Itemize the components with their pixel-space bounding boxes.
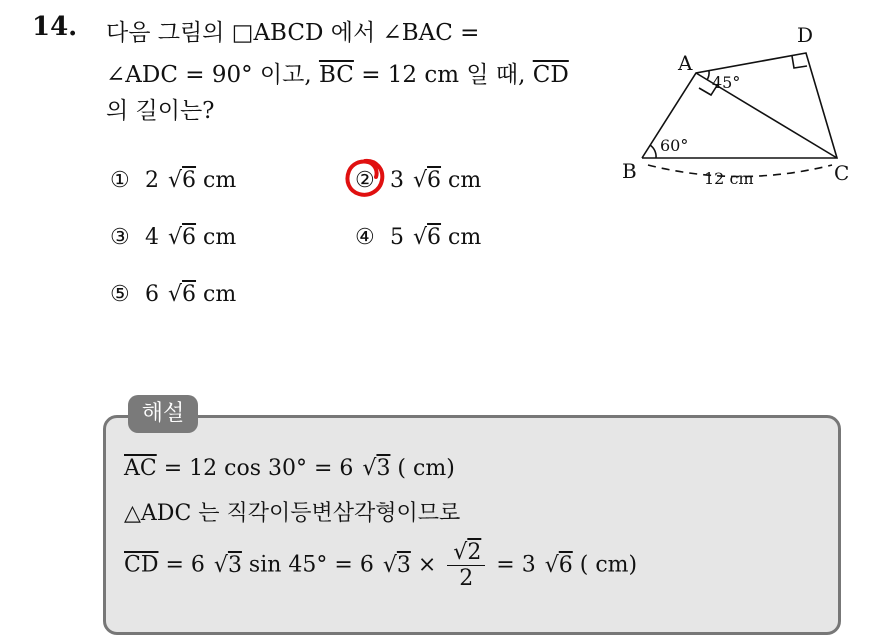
question-number: 14. <box>32 12 78 42</box>
angle-a-label: 45° <box>712 73 741 92</box>
radicand: 2 <box>467 540 482 565</box>
segment-bc: $\overline{BC}$ <box>318 62 354 88</box>
solution-line3 <box>124 540 637 591</box>
sqrt-symbol <box>166 282 196 307</box>
angle-a-arc <box>707 71 709 80</box>
choice-4[interactable] <box>355 225 481 250</box>
fraction-numerator <box>447 540 485 566</box>
radicand: 6 <box>558 552 573 578</box>
choice-radicand: 6 <box>427 168 442 193</box>
segment-cd: $\overline{CD}$ <box>532 62 569 88</box>
choice-radicand: 6 <box>182 282 197 307</box>
question-text-line1: 다음 그림의 □ABCD 에서 ∠BAC = <box>106 20 480 46</box>
quadrilateral-diagram <box>612 18 862 193</box>
label-b: B <box>622 159 637 183</box>
choice-unit: cm <box>203 282 237 307</box>
question-text-part: ∠ADC = 90° 이고, <box>106 62 319 88</box>
sqrt-symbol <box>360 456 390 481</box>
choice-radicand: 6 <box>182 168 197 193</box>
choice-coef: 6 <box>145 282 159 307</box>
choice-5[interactable] <box>110 282 236 307</box>
sqrt-symbol <box>166 225 196 250</box>
choice-unit: cm <box>448 168 482 193</box>
choice-1[interactable] <box>110 168 236 193</box>
angle-b-arc <box>650 145 656 158</box>
solution-line2: △ADC 는 직각이등변삼각형이므로 <box>124 501 461 526</box>
radicand: 3 <box>396 552 411 578</box>
choice-mark: ② <box>355 168 375 193</box>
solution-text: = 3 <box>489 552 543 578</box>
sqrt-symbol <box>381 553 411 578</box>
choice-mark: ③ <box>110 225 130 250</box>
label-c: C <box>834 161 850 185</box>
angle-b-label: 60° <box>660 136 689 155</box>
choice-unit: cm <box>203 168 237 193</box>
answer-circle-mark <box>342 155 388 201</box>
sqrt-symbol <box>543 553 573 578</box>
choice-unit: cm <box>203 225 237 250</box>
radicand: 3 <box>376 456 391 481</box>
choice-mark: ⑤ <box>110 282 130 307</box>
choice-3[interactable] <box>110 225 236 250</box>
sqrt-symbol <box>411 225 441 250</box>
solution-text: = 6 <box>158 552 212 578</box>
choice-unit: cm <box>448 225 482 250</box>
label-a: A <box>678 51 693 75</box>
bc-length-label: 12 cm <box>704 169 754 188</box>
fraction <box>447 540 485 591</box>
sqrt-symbol <box>411 168 441 193</box>
solution-text: × <box>410 552 444 578</box>
choice-coef: 5 <box>390 225 404 250</box>
right-angle-d-mark <box>792 56 807 68</box>
choice-coef: 4 <box>145 225 159 250</box>
radicand: 3 <box>227 552 242 578</box>
question-text-line2 <box>106 56 569 89</box>
label-d: D <box>797 23 814 47</box>
choice-coef: 2 <box>145 168 159 193</box>
choice-radicand: 6 <box>182 225 197 250</box>
choice-mark: ① <box>110 168 130 193</box>
solution-line1 <box>124 456 455 481</box>
solution-text: = 12 cos 30° = 6 <box>156 456 361 481</box>
sqrt-symbol <box>212 553 242 578</box>
question-text-line3: 의 길이는? <box>106 98 215 124</box>
question-text-part: = 12 cm 일 때, <box>353 62 533 88</box>
segment-cd: $\overline{CD}$ <box>124 552 159 578</box>
solution-text: sin 45° = 6 <box>241 552 381 578</box>
choice-radicand: 6 <box>427 225 442 250</box>
solution-tag: 해설 <box>128 395 198 433</box>
choice-coef: 3 <box>390 168 404 193</box>
segment-ac: $\overline{AC}$ <box>124 456 157 481</box>
choice-mark: ④ <box>355 225 375 250</box>
sqrt-symbol <box>166 168 196 193</box>
solution-unit: ( cm) <box>390 456 455 481</box>
fraction-denominator: 2 <box>459 566 474 591</box>
sqrt-symbol <box>451 540 481 565</box>
solution-unit: ( cm) <box>572 552 638 578</box>
